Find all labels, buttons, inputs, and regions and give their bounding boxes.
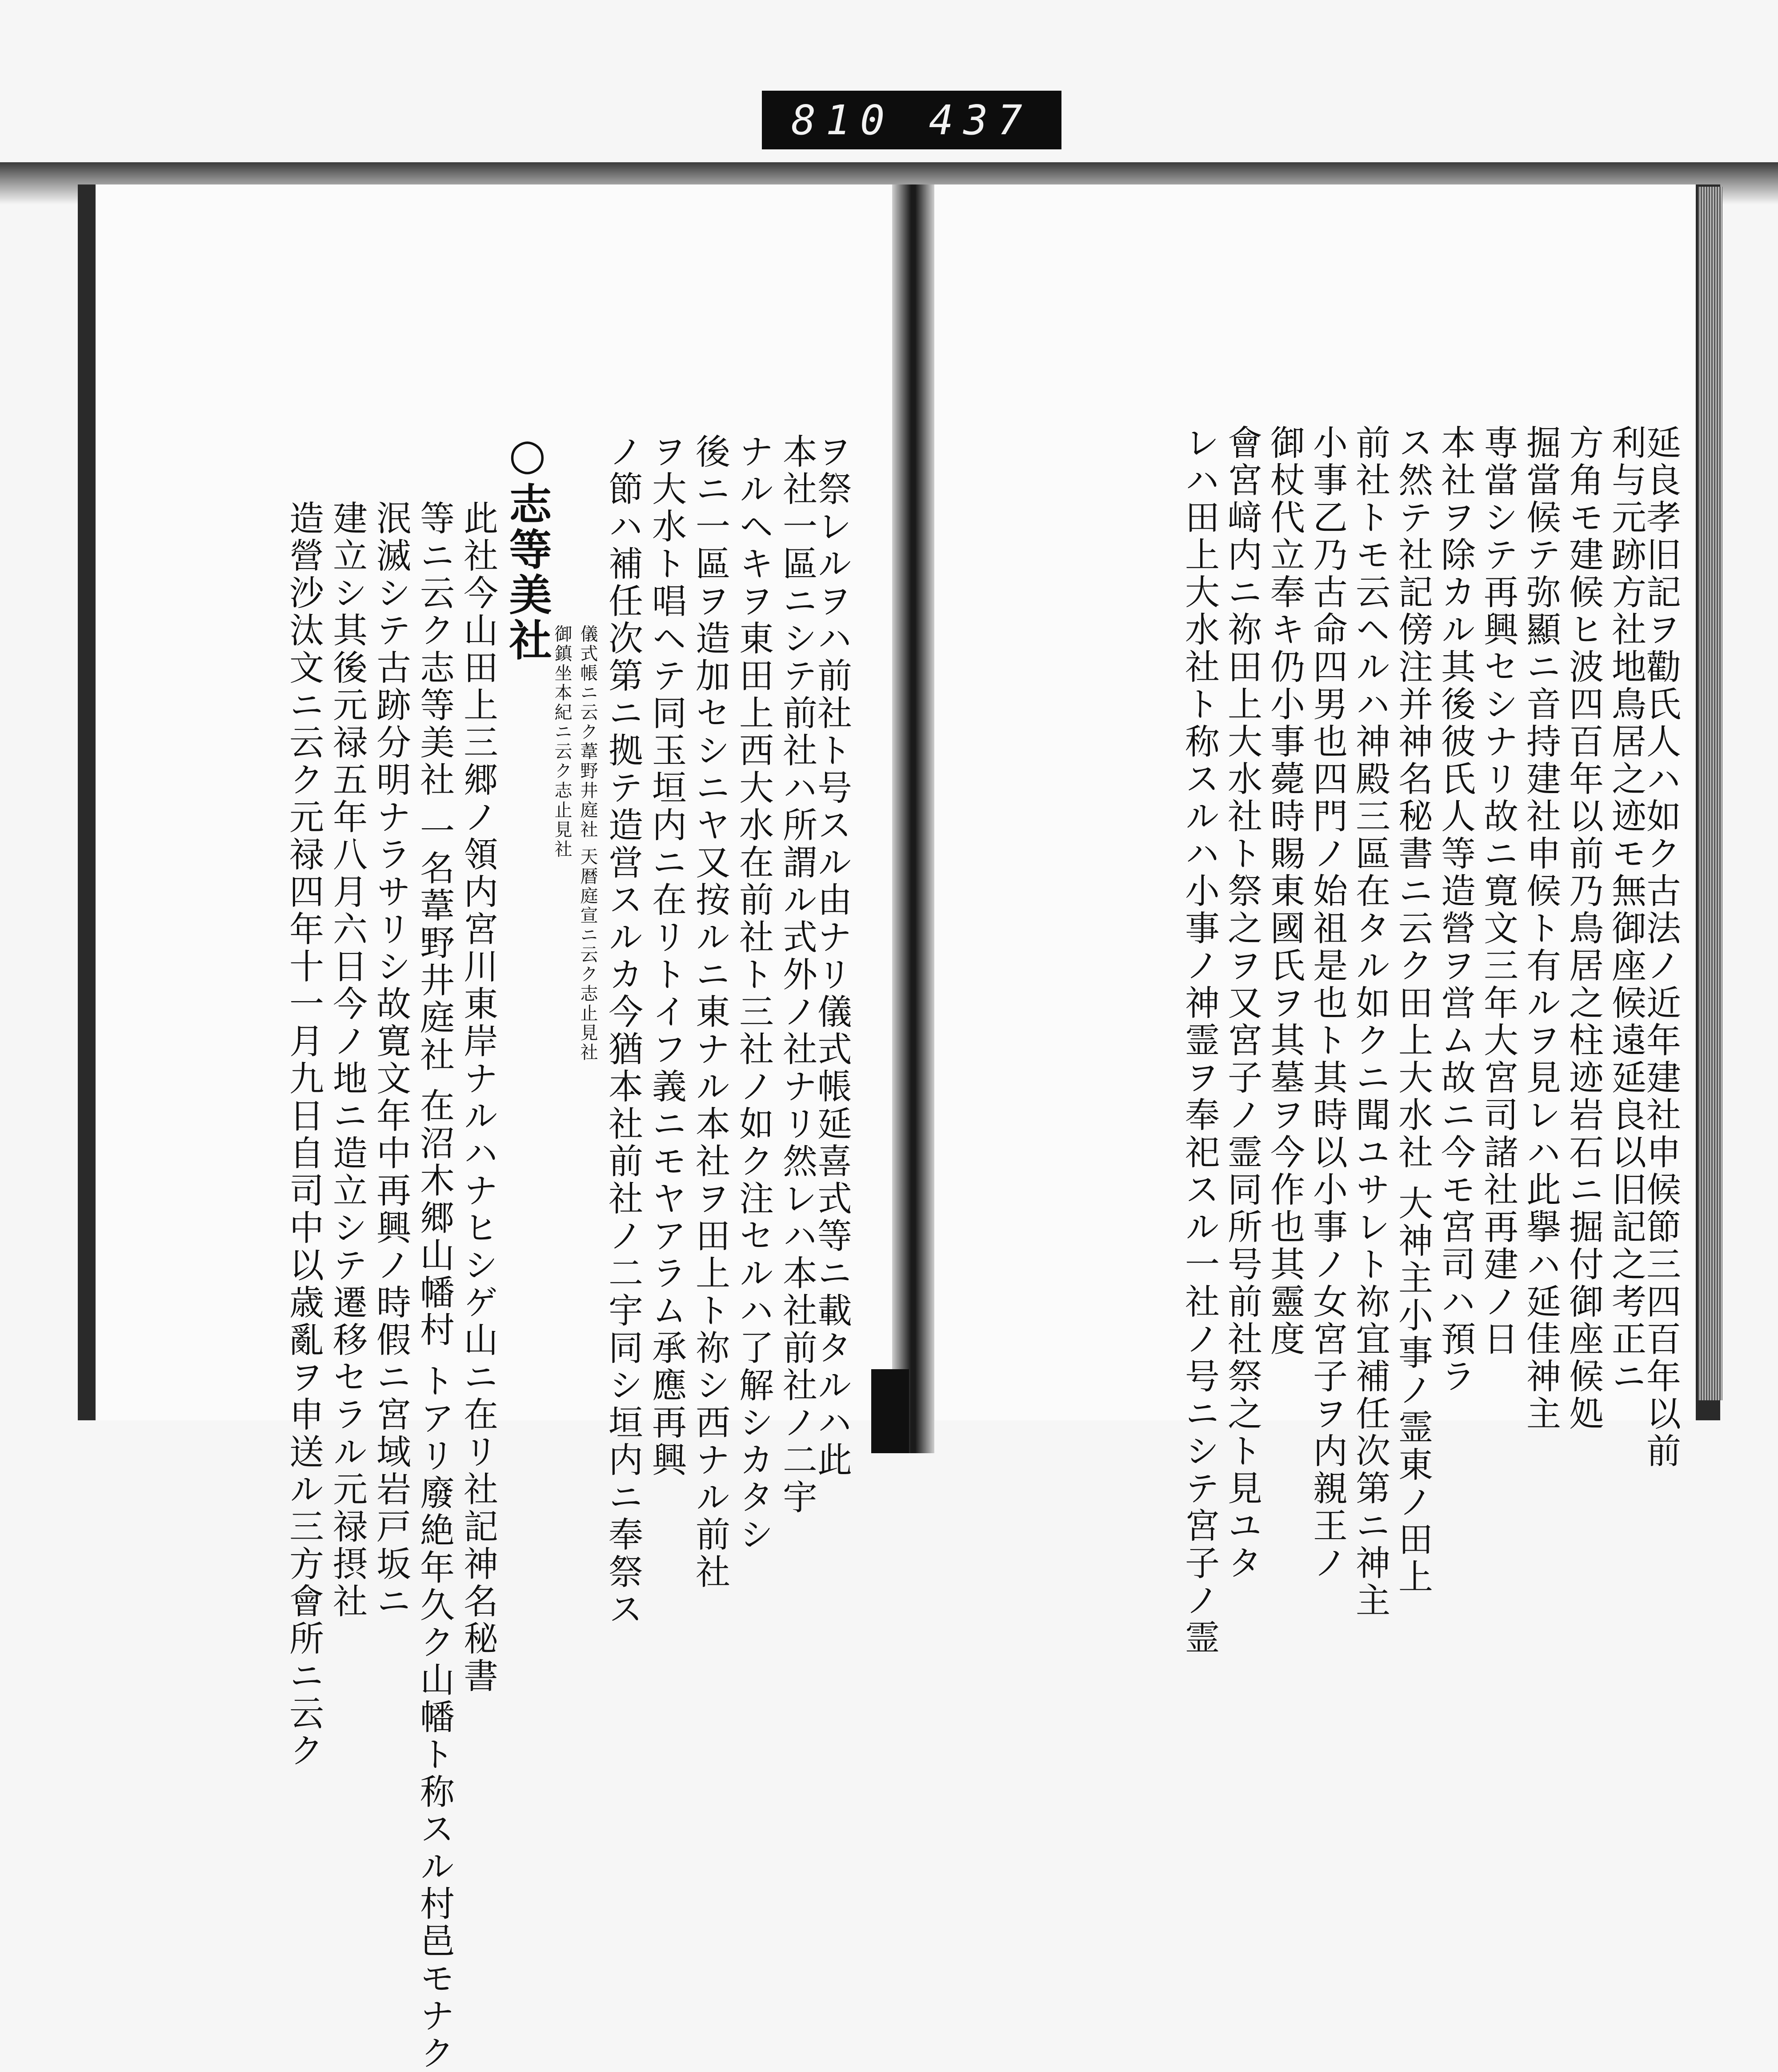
- archive-label: [762, 91, 1061, 149]
- text-column: ノ節ハ補任次第ニ拠テ造営スルカ今猶本社前社ノ二宇同シ垣内ニ奉祭ス: [603, 433, 643, 1628]
- text-column: 前社トモ云ヘルハ神殿三區在タル如クニ聞ユサレト祢宜補任次第ニ神主: [1350, 425, 1390, 1619]
- text-column: 御杖代立奉キ仍小事薨時賜東國氏ヲ其墓ヲ今作也其靈度: [1265, 425, 1305, 1358]
- text-column: 造營沙汰文ニ云ク元禄四年十一月九日自司中以歳亂ヲ申送ル三方會所ニ云ク: [284, 500, 324, 1770]
- text-column: 延良孝旧記ヲ勸氏人ハ如ク古法ノ近年建社申候節三四百年以前: [1641, 425, 1681, 1470]
- annotation-column: 儀式帳ニ云ク葦野井庭社 天暦庭宣ニ云ク志止見社: [577, 625, 598, 1062]
- gutter-shadow: [871, 1369, 909, 1453]
- archive-number: 810 437: [791, 96, 1032, 144]
- right-page-text: [1174, 425, 1681, 1660]
- text-column: ヲ大水ト唱ヘテ同玉垣内ニ在リトイフ義ニモヤアラム承應再興: [646, 433, 686, 1479]
- page-edges: [1698, 187, 1722, 1400]
- right-page: [925, 184, 1720, 1657]
- left-page-text: [277, 429, 852, 2072]
- text-column: 後ニ一區ヲ造加セシニヤ又按ルニ東ナル本社ヲ田上ト祢シ西ナル前社: [690, 433, 730, 1591]
- text-column: ヲ祭レルヲハ前社ト号スル由ナリ儀式帳延喜式等ニ載タルハ此: [812, 433, 852, 1479]
- text-column: ス然テ社記傍注并神名秘書ニ云ク田上大水社 大神主小事ノ霊東ノ田上: [1393, 425, 1433, 1596]
- text-column: 等ニ云ク志等美社 一名葦野井庭社 在沼木郷山幡村 トアリ廢絶年久ク山幡ト称スル村邑モナク: [414, 500, 454, 2072]
- annotation-column: 御鎮坐本紀ニ云ク志止見社: [552, 625, 572, 859]
- text-column: 此社今山田上三郷ノ領内宮川東岸ナルハナヒシゲ山ニ在リ社記神名秘書: [458, 500, 498, 1695]
- book-spread: [78, 184, 1722, 2072]
- text-column: 會宮﨑内ニ祢田上大水社ト祭之ヲ又宮子ノ霊同所号前社祭之ト見ユタ: [1222, 425, 1262, 1582]
- text-column: 専當シテ再興セシナリ故ニ寛文三年大宮司諸社再建ノ日: [1478, 425, 1518, 1358]
- text-column: 利与元跡方社地鳥居之迹モ無御座候遠延良以旧記之考正ニ: [1606, 425, 1646, 1395]
- text-column: 本社ヲ除カル其後彼氏人等造營ヲ営ム故ニ今モ宮司ハ預ラ: [1435, 425, 1475, 1395]
- text-column: ナルヘキヲ東田上西大水在前社ト三社ノ如ク注セルハ了解シカタシ: [733, 433, 773, 1554]
- text-column: 方角モ建候ヒ波四百年以前乃鳥居之柱迹岩石ニ掘付御座候処: [1563, 425, 1603, 1433]
- text-column: レハ田上大水社ト称スルハ小事ノ神霊ヲ奉祀スル一社ノ号ニシテ宮子ノ霊: [1179, 425, 1219, 1657]
- left-page: [78, 184, 902, 2072]
- text-column: 本社一區ニシテ前社ハ所謂ル式外ノ社ナリ然レハ本社前社ノ二宇: [777, 433, 817, 1516]
- text-column: 掘當候テ弥顯ニ音持建社申候ト有ルヲ見レハ此擧ハ延佳神主: [1521, 425, 1561, 1433]
- section-heading: ○志等美社: [502, 429, 553, 663]
- text-column: 小事乙乃古命四男也四門ノ始祖是也ト其時以小事ノ女宮子ヲ内親王ノ: [1307, 425, 1347, 1582]
- text-column: 建立シ其後元禄五年八月六日今ノ地ニ造立シテ遷移セラル元禄摂社: [327, 500, 367, 1620]
- book-gutter: [892, 184, 934, 1453]
- text-column: 泯滅シテ古跡分明ナラサリシ故寛文年中再興ノ時假ニ宮域岩戸坂ニ: [371, 500, 411, 1620]
